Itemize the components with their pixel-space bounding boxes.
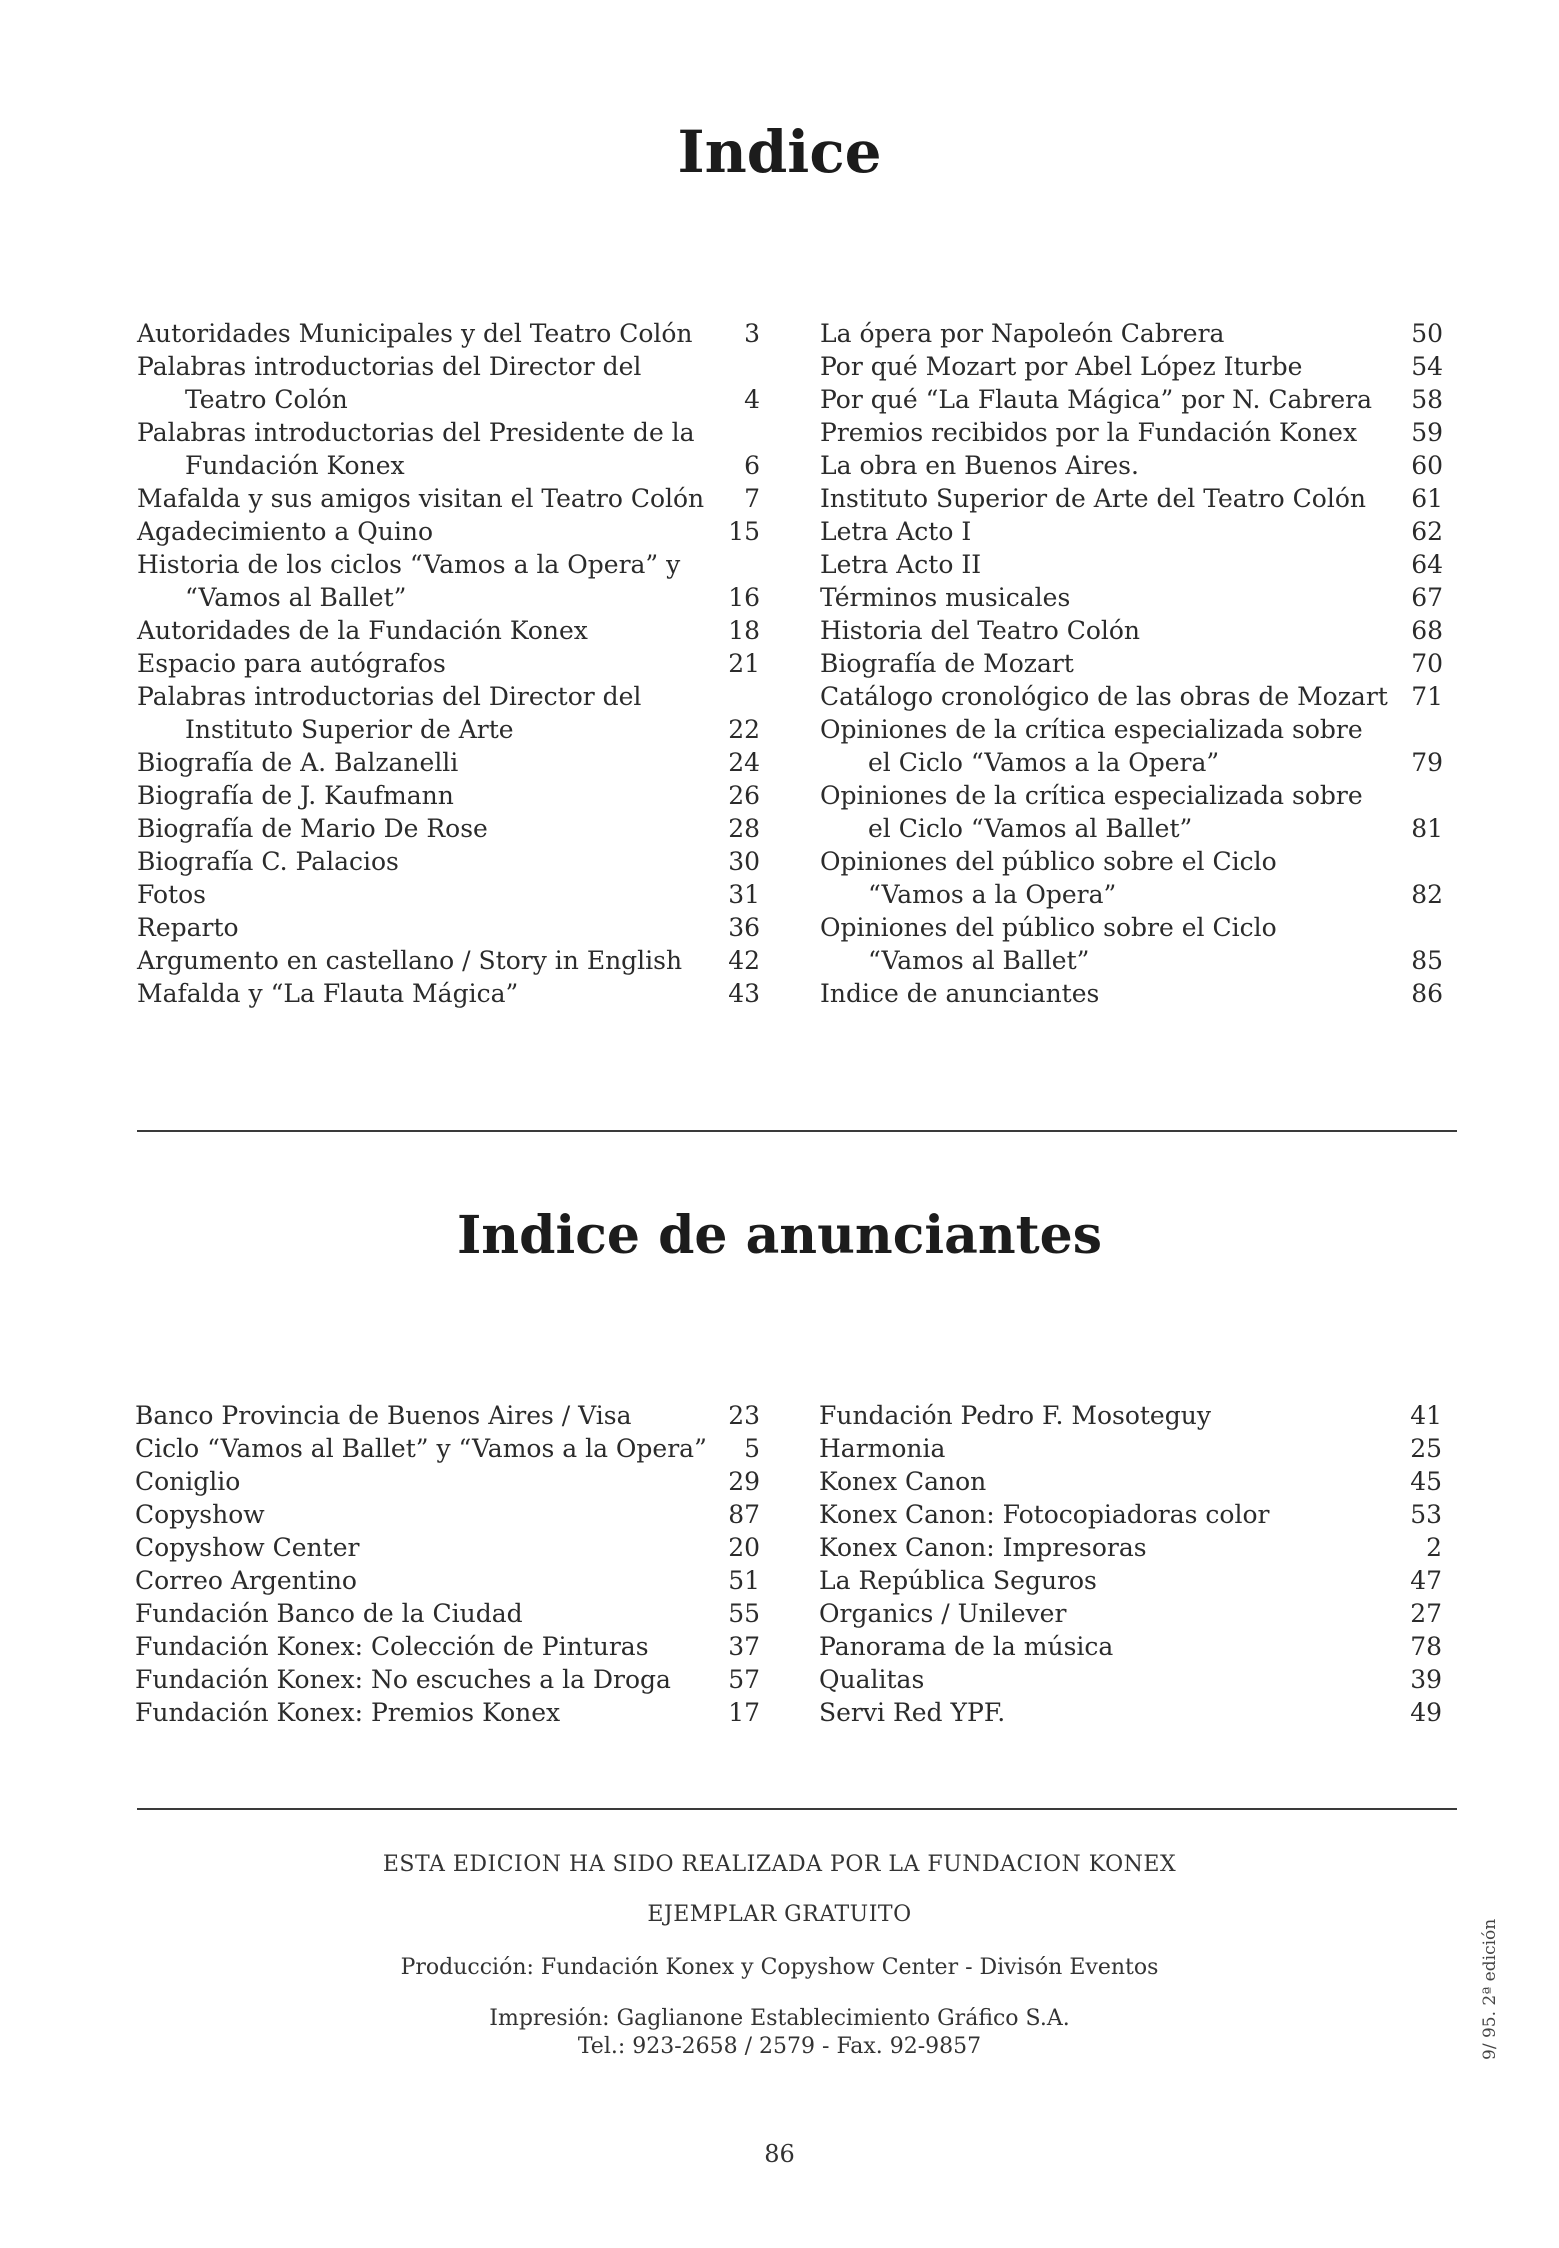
entry-page-number: 17 (728, 1698, 760, 1727)
entry-title-line: Biografía C. Palacios (137, 847, 399, 876)
index-entry (819, 1465, 1442, 1498)
entry-page-number: 82 (1411, 880, 1443, 909)
entry-title (820, 317, 1403, 350)
entry-title (137, 944, 720, 977)
advertiser-column-left (135, 1399, 760, 1729)
index-entry (819, 1399, 1442, 1432)
entry-title (137, 647, 720, 680)
entry-page-number: 59 (1411, 418, 1443, 447)
entry-title (137, 548, 720, 614)
entry-page-number: 2 (1426, 1533, 1442, 1562)
entry-title-line: Historia de los ciclos “Vamos a la Opera” y (137, 550, 681, 579)
index-entry (137, 977, 760, 1010)
entry-title-line: Catálogo cronológico de las obras de Mozart (820, 682, 1388, 711)
entry-page-number: 53 (1410, 1500, 1442, 1529)
entry-title (820, 449, 1403, 482)
entry-title (820, 977, 1403, 1010)
entry-page-number: 86 (1411, 979, 1443, 1008)
index-entry (820, 383, 1443, 416)
index-entry (820, 548, 1443, 581)
entry-title-line: Ciclo “Vamos al Ballet” y “Vamos a la Opera” (135, 1434, 707, 1463)
credit-free-copy: EJEMPLAR GRATUITO (647, 1902, 912, 1927)
entry-title (135, 1564, 720, 1597)
index-entry (137, 911, 760, 944)
entry-title (819, 1531, 1402, 1564)
entry-title-line: Fundación Pedro F. Mosoteguy (819, 1401, 1211, 1430)
entry-title-line: Servi Red YPF. (819, 1698, 1006, 1727)
index-entry (819, 1531, 1442, 1564)
entry-page-number: 67 (1411, 583, 1443, 612)
entry-title (820, 614, 1403, 647)
entry-page-number: 26 (728, 781, 760, 810)
entry-page-number: 27 (1410, 1599, 1442, 1628)
entry-title (819, 1498, 1402, 1531)
entry-title-line: Opiniones de la crítica especializada sobre (820, 715, 1363, 744)
entry-title-line: Banco Provincia de Buenos Aires / Visa (135, 1401, 632, 1430)
entry-title-line: “Vamos al Ballet” (185, 583, 407, 612)
entry-title (135, 1432, 720, 1465)
entry-title (137, 812, 720, 845)
entry-title (137, 977, 720, 1010)
entry-title (820, 515, 1403, 548)
entry-page-number: 29 (728, 1467, 760, 1496)
entry-title-line: Palabras introductorias del Director del (137, 352, 642, 381)
index-entry (820, 416, 1443, 449)
entry-title (135, 1597, 720, 1630)
index-entry (135, 1696, 760, 1729)
entry-title-line: Instituto Superior de Arte (185, 715, 514, 744)
entry-title-line: Fundación Banco de la Ciudad (135, 1599, 523, 1628)
advertiser-column-right (819, 1399, 1442, 1729)
index-entry (137, 944, 760, 977)
entry-page-number: 24 (728, 748, 760, 777)
credit-production: Producción: Fundación Konex y Copyshow Center - Divisón Eventos (400, 1955, 1159, 1980)
entry-title-line: Coniglio (135, 1467, 241, 1496)
entry-title (137, 614, 720, 647)
entry-page-number: 62 (1411, 517, 1443, 546)
entry-title-line: Fundación Konex (185, 451, 405, 480)
entry-page-number: 22 (728, 715, 760, 744)
entry-title (820, 416, 1403, 449)
entry-title (137, 911, 720, 944)
entry-title-line: “Vamos al Ballet” (868, 946, 1090, 975)
index-entry (135, 1531, 760, 1564)
entry-title-line: Biografía de J. Kaufmann (137, 781, 454, 810)
entry-title-line: Historia del Teatro Colón (820, 616, 1141, 645)
entry-title-line: Agadecimiento a Quino (137, 517, 433, 546)
page-number: 86 (764, 2140, 795, 2168)
entry-title-line: Argumento en castellano / Story in English (137, 946, 683, 975)
entry-title (820, 482, 1403, 515)
entry-title-line: Konex Canon: Impresoras (819, 1533, 1147, 1562)
entry-title-line: Biografía de A. Balzanelli (137, 748, 459, 777)
entry-page-number: 28 (728, 814, 760, 843)
entry-title (135, 1465, 720, 1498)
index-entry (135, 1465, 760, 1498)
index-entry (820, 449, 1443, 482)
entry-title (819, 1432, 1402, 1465)
entry-page-number: 79 (1411, 748, 1443, 777)
entry-page-number: 23 (728, 1401, 760, 1430)
entry-page-number: 37 (728, 1632, 760, 1661)
entry-page-number: 41 (1410, 1401, 1442, 1430)
entry-title (820, 548, 1403, 581)
entry-page-number: 51 (728, 1566, 760, 1595)
entry-title (819, 1597, 1402, 1630)
entry-title-line: Por qué Mozart por Abel López Iturbe (820, 352, 1303, 381)
entry-title-line: Fundación Konex: Premios Konex (135, 1698, 561, 1727)
entry-title-line: Opiniones de la crítica especializada sobre (820, 781, 1363, 810)
index-entry (137, 878, 760, 911)
entry-title-line: Opiniones del público sobre el Ciclo (820, 913, 1277, 942)
index-entry (137, 614, 760, 647)
entry-title-line: Premios recibidos por la Fundación Konex (820, 418, 1358, 447)
index-entry (820, 317, 1443, 350)
index-entry (137, 647, 760, 680)
entry-title (820, 350, 1403, 383)
index-entry (137, 680, 760, 746)
entry-title-line: Biografía de Mario De Rose (137, 814, 488, 843)
index-entry (819, 1696, 1442, 1729)
entry-title-line: Letra Acto II (820, 550, 982, 579)
entry-title (820, 647, 1403, 680)
entry-title (819, 1564, 1402, 1597)
entry-title-line: Konex Canon (819, 1467, 987, 1496)
index-entry (820, 779, 1443, 845)
entry-page-number: 54 (1411, 352, 1443, 381)
entry-title-line: Espacio para autógrafos (137, 649, 446, 678)
index-entry (135, 1597, 760, 1630)
index-entry (137, 350, 760, 416)
entry-page-number: 70 (1411, 649, 1443, 678)
entry-title-line: Konex Canon: Fotocopiadoras color (819, 1500, 1270, 1529)
credit-printing: Impresión: Gaglianone Establecimiento Gráfico S.A. (489, 2006, 1070, 2031)
entry-title-line: Palabras introductorias del Presidente de la (137, 418, 695, 447)
entry-page-number: 4 (744, 385, 760, 414)
entry-title (137, 317, 720, 350)
entry-title (137, 515, 720, 548)
index-entry (819, 1432, 1442, 1465)
entry-title-line: Biografía de Mozart (820, 649, 1074, 678)
index-entry (820, 614, 1443, 647)
entry-title-line: Mafalda y sus amigos visitan el Teatro Colón (137, 484, 705, 513)
index-entry (137, 317, 760, 350)
entry-page-number: 55 (728, 1599, 760, 1628)
entry-title (135, 1630, 720, 1663)
entry-page-number: 49 (1410, 1698, 1442, 1727)
entry-title-line: Fotos (137, 880, 206, 909)
entry-title (819, 1465, 1402, 1498)
entry-page-number: 68 (1411, 616, 1443, 645)
entry-title (135, 1399, 720, 1432)
entry-page-number: 64 (1411, 550, 1443, 579)
entry-title (819, 1696, 1402, 1729)
index-entry (135, 1564, 760, 1597)
entry-title (135, 1531, 720, 1564)
entry-title-line: Por qué “La Flauta Mágica” por N. Cabrera (820, 385, 1372, 414)
index-entry (820, 911, 1443, 977)
entry-title (137, 416, 720, 482)
index-entry (819, 1630, 1442, 1663)
index-entry (135, 1399, 760, 1432)
index-entry (819, 1564, 1442, 1597)
entry-title-line: Indice de anunciantes (820, 979, 1100, 1008)
entry-page-number: 31 (728, 880, 760, 909)
entry-title-line: Instituto Superior de Arte del Teatro Colón (820, 484, 1366, 513)
index-entry (820, 713, 1443, 779)
entry-title (135, 1663, 720, 1696)
index-entry (137, 845, 760, 878)
index-entry (820, 977, 1443, 1010)
index-entry (820, 482, 1443, 515)
entry-title-line: Letra Acto I (820, 517, 972, 546)
entry-page-number: 6 (744, 451, 760, 480)
entry-page-number: 71 (1411, 682, 1443, 711)
entry-title-line: La ópera por Napoleón Cabrera (820, 319, 1225, 348)
entry-page-number: 3 (744, 319, 760, 348)
entry-page-number: 87 (728, 1500, 760, 1529)
index-entry (137, 548, 760, 614)
entry-title (819, 1399, 1402, 1432)
entry-title-line: Harmonia (819, 1434, 946, 1463)
entry-page-number: 15 (728, 517, 760, 546)
entry-title-line: Términos musicales (820, 583, 1071, 612)
entry-page-number: 47 (1410, 1566, 1442, 1595)
toc-column-right (820, 317, 1443, 1010)
index-entry (137, 746, 760, 779)
index-entry (819, 1663, 1442, 1696)
index-entry (137, 779, 760, 812)
entry-title-line: Opiniones del público sobre el Ciclo (820, 847, 1277, 876)
entry-page-number: 85 (1411, 946, 1443, 975)
entry-page-number: 78 (1410, 1632, 1442, 1661)
index-entry (820, 680, 1443, 713)
entry-title (820, 779, 1403, 845)
entry-title (135, 1498, 720, 1531)
entry-title-line: Autoridades Municipales y del Teatro Colón (137, 319, 693, 348)
index-entry (819, 1498, 1442, 1531)
entry-page-number: 20 (728, 1533, 760, 1562)
entry-title (137, 482, 720, 515)
entry-page-number: 5 (744, 1434, 760, 1463)
entry-title-line: Mafalda y “La Flauta Mágica” (137, 979, 519, 1008)
toc-column-left (137, 317, 760, 1010)
entry-title-line: Panorama de la música (819, 1632, 1114, 1661)
entry-title-line: Correo Argentino (135, 1566, 357, 1595)
entry-page-number: 42 (728, 946, 760, 975)
entry-title-line: Fundación Konex: Colección de Pinturas (135, 1632, 649, 1661)
entry-title (137, 746, 720, 779)
entry-page-number: 36 (728, 913, 760, 942)
entry-page-number: 61 (1411, 484, 1443, 513)
entry-page-number: 18 (728, 616, 760, 645)
entry-title (135, 1696, 720, 1729)
entry-title-line: Teatro Colón (185, 385, 348, 414)
index-entry (137, 515, 760, 548)
entry-title-line: Copyshow Center (135, 1533, 360, 1562)
entry-page-number: 21 (728, 649, 760, 678)
entry-title (137, 878, 720, 911)
entry-title-line: Fundación Konex: No escuches a la Droga (135, 1665, 671, 1694)
edition-note: 9/ 95. 2ª edición (1480, 1918, 1500, 2060)
index-entry (820, 515, 1443, 548)
index-entry (820, 845, 1443, 911)
entry-title-line: Palabras introductorias del Director del (137, 682, 642, 711)
index-entry (137, 482, 760, 515)
entry-title (137, 779, 720, 812)
entry-page-number: 39 (1410, 1665, 1442, 1694)
entry-page-number: 58 (1411, 385, 1443, 414)
entry-title (820, 581, 1403, 614)
index-entry (137, 416, 760, 482)
entry-title (819, 1630, 1402, 1663)
index-entry (820, 647, 1443, 680)
index-entry (135, 1432, 760, 1465)
entry-title-line: Organics / Unilever (819, 1599, 1067, 1628)
index-entry (137, 812, 760, 845)
index-entry (135, 1663, 760, 1696)
entry-title (820, 713, 1403, 779)
entry-page-number: 25 (1410, 1434, 1442, 1463)
entry-title-line: Autoridades de la Fundación Konex (137, 616, 588, 645)
entry-title-line: “Vamos a la Opera” (868, 880, 1117, 909)
entry-title-line: La obra en Buenos Aires. (820, 451, 1139, 480)
entry-page-number: 81 (1411, 814, 1443, 843)
entry-title (819, 1663, 1402, 1696)
divider-rule (137, 1130, 1457, 1132)
index-entry (135, 1630, 760, 1663)
entry-title-line: La República Seguros (819, 1566, 1097, 1595)
entry-title (137, 680, 720, 746)
entry-title-line: el Ciclo “Vamos al Ballet” (868, 814, 1193, 843)
entry-title (137, 350, 720, 416)
entry-title (137, 845, 720, 878)
index-entry (135, 1498, 760, 1531)
entry-title (820, 845, 1403, 911)
entry-title-line: Copyshow (135, 1500, 265, 1529)
index-entry (819, 1597, 1442, 1630)
entry-title (820, 383, 1403, 416)
entry-title-line: Qualitas (819, 1665, 925, 1694)
index-entry (820, 350, 1443, 383)
entry-title-line: el Ciclo “Vamos a la Opera” (868, 748, 1220, 777)
entry-page-number: 45 (1410, 1467, 1442, 1496)
entry-page-number: 60 (1411, 451, 1443, 480)
credit-edition: ESTA EDICION HA SIDO REALIZADA POR LA FUNDACION KONEX (382, 1852, 1177, 1877)
entry-page-number: 50 (1411, 319, 1443, 348)
entry-title (820, 680, 1403, 713)
entry-page-number: 30 (728, 847, 760, 876)
entry-page-number: 7 (744, 484, 760, 513)
divider-rule (137, 1808, 1457, 1810)
entry-page-number: 43 (728, 979, 760, 1008)
entry-title (820, 911, 1403, 977)
section-title-anunciantes: Indice de anunciantes (456, 1205, 1103, 1266)
entry-page-number: 57 (728, 1665, 760, 1694)
page-title-indice: Indice (677, 118, 882, 186)
entry-title-line: Reparto (137, 913, 239, 942)
entry-page-number: 16 (728, 583, 760, 612)
credit-phone: Tel.: 923-2658 / 2579 - Fax. 92-9857 (577, 2034, 982, 2059)
index-entry (820, 581, 1443, 614)
